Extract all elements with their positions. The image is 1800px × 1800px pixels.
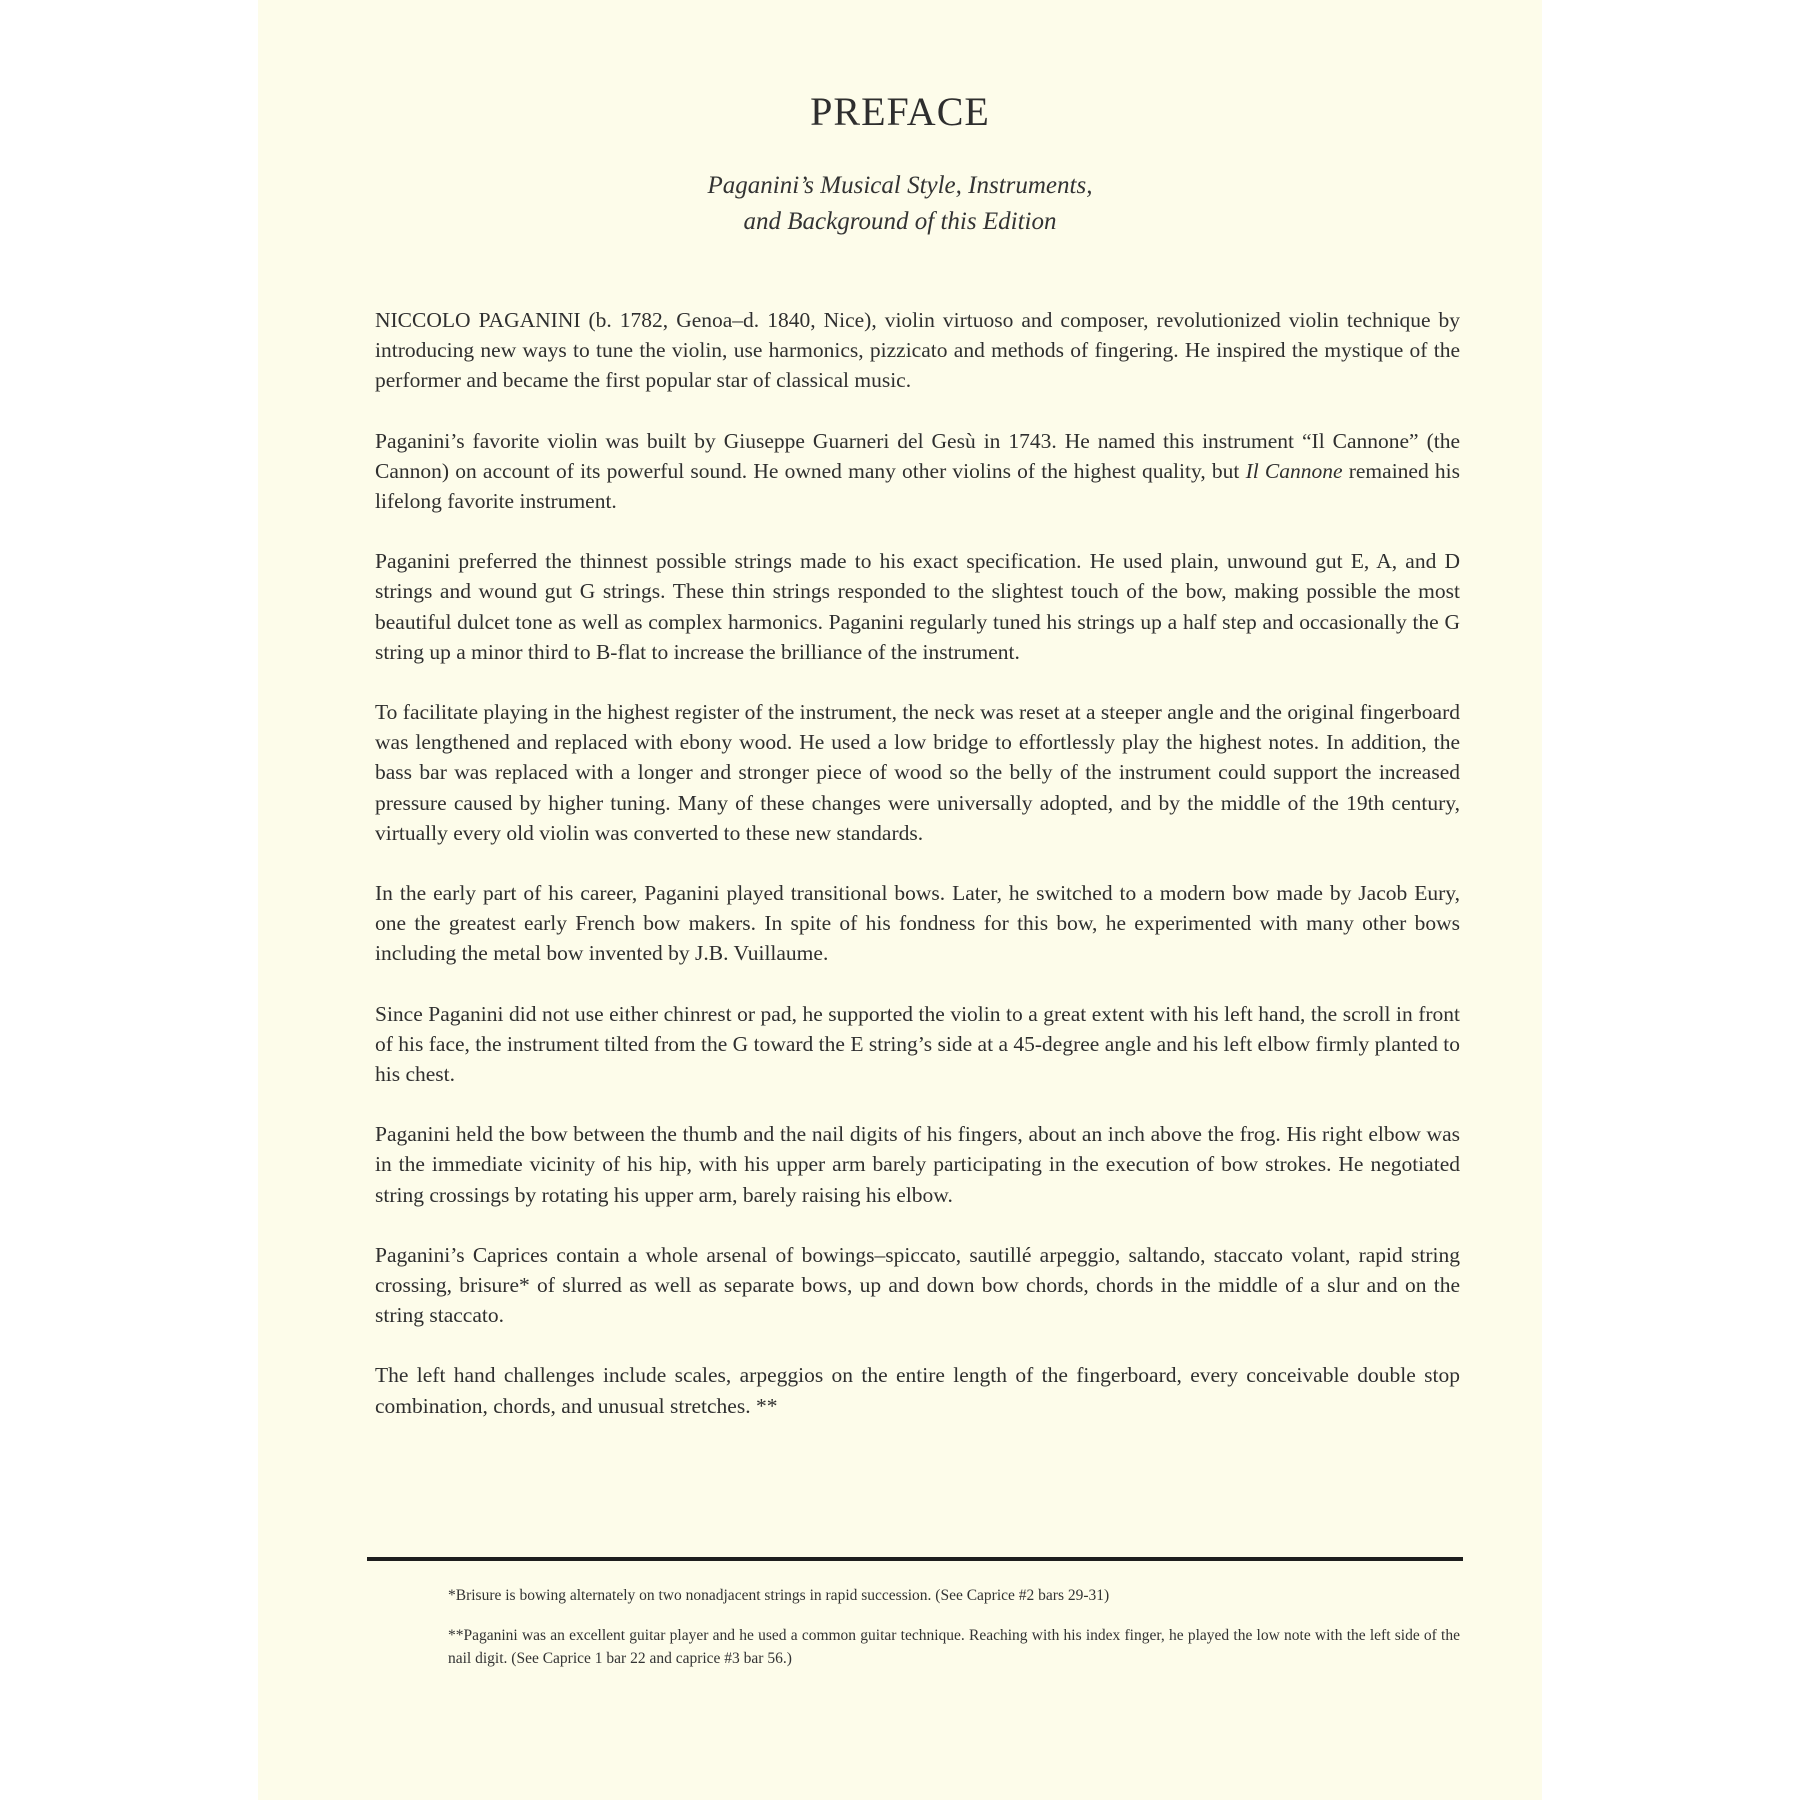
paragraph-text: In the early part of his career, Paganini played transitional bows. Later, he switched to a modern bow made by Jacob Eury, one the greatest early French bow makers. In spite of his fondness for this bow, he experimented with many other bows including the metal bow invented by J.B. Vuillaume. xyxy=(375,881,1460,966)
paragraph-text: Paganini preferred the thinnest possible strings made to his exact specification. He used plain, unwound gut E, A, and D strings and wound gut G strings. These thin strings responded to the slightest touch of the bow, making possible the most beautiful dulcet tone as well as complex harmonics. Paganini regularly tuned his strings up a half step and occasionally the G string up a minor third to B-flat to increase the brilliance of the instrument. xyxy=(375,549,1460,664)
page-subtitle xyxy=(258,168,1542,240)
paragraph-text: The left hand challenges include scales, arpeggios on the entire length of the fingerboard, every conceivable double stop combination, chords, and unusual stretches. ** xyxy=(375,1363,1460,1418)
footnote-brisure: *Brisure is bowing alternately on two nonadjacent strings in rapid succession. (See Caprice #2 bars 29-31) xyxy=(448,1587,1110,1604)
subtitle-line-2: and Background of this Edition xyxy=(743,208,1057,235)
footnote-guitar: **Paganini was an excellent guitar player and he used a common guitar technique. Reaching with his index finger, he played the low note with the left side of the nail digit. (See Caprice 1 bar 22 and caprice #3 bar 56.) xyxy=(448,1627,1460,1667)
paragraph-strings xyxy=(375,546,1460,667)
paragraph-intro xyxy=(375,305,1460,396)
page-sheet xyxy=(258,0,1542,1800)
paragraph-bows xyxy=(375,878,1460,969)
preface-body xyxy=(375,305,1460,1451)
paragraph-text: Since Paganini did not use either chinrest or pad, he supported the violin to a great extent with his left hand, the scroll in front of his face, the instrument tilted from the G toward the E string’s side at a 45-degree angle and his left elbow firmly planted to his chest. xyxy=(375,1001,1460,1087)
italic-instrument-name: Il Cannone xyxy=(1245,458,1343,483)
footnote-divider xyxy=(367,1557,1463,1561)
paragraph-text: remained his lifelong favorite instrument. xyxy=(375,458,1460,514)
paragraph-text: NICCOLO PAGANINI (b. 1782, Genoa–d. 1840, Nice), violin virtuoso and composer, revolutionized violin technique by introducing new ways to tune the violin, use harmonics, pizzicato and methods of fingering. He inspired the mystique of the performer and became the first popular star of classical music. xyxy=(375,308,1460,393)
paragraph-violin xyxy=(375,426,1460,517)
page-title: PREFACE xyxy=(810,89,990,134)
paragraph-bowings xyxy=(375,1240,1460,1331)
footnotes xyxy=(448,1584,1460,1687)
paragraph-text: To facilitate playing in the highest register of the instrument, the neck was reset at a steeper angle and the original fingerboard was lengthened and replaced with ebony wood. He used a low bridge to effortlessly play the highest notes. In addition, the bass bar was replaced with a longer and stronger piece of wood so the belly of the instrument could support the increased pressure caused by higher tuning. Many of these changes were universally adopted, and by the middle of the 19th century, virtually every old violin was converted to these new standards. xyxy=(375,700,1460,845)
paragraph-bow-hold xyxy=(375,1119,1460,1210)
paragraph-neck xyxy=(375,697,1460,848)
subtitle-line-1: Paganini’s Musical Style, Instruments, xyxy=(707,172,1093,199)
paragraph-text: Paganini’s favorite violin was built by Giuseppe Guarneri del Gesù in 1743. He named this instrument “Il Cannone” (the Cannon) on account of its powerful sound. He owned many other violins of the highest quality, but xyxy=(375,428,1460,483)
paragraph-left-hand xyxy=(375,1360,1460,1420)
paragraph-text: Paganini held the bow between the thumb and the nail digits of his fingers, about an inch above the frog. His right elbow was in the immediate vicinity of his hip, with his upper arm barely participating in the execution of bow strokes. He negotiated string crossings by rotating his upper arm, barely raising his elbow. xyxy=(375,1122,1460,1207)
paragraph-posture xyxy=(375,999,1460,1090)
paragraph-text: Paganini’s Caprices contain a whole arsenal of bowings–spiccato, sautillé arpeggio, saltando, staccato volant, rapid string crossing, brisure* of slurred as well as separate bows, up and down bow chords, chords in the middle of a slur and on the string staccato. xyxy=(375,1242,1460,1328)
